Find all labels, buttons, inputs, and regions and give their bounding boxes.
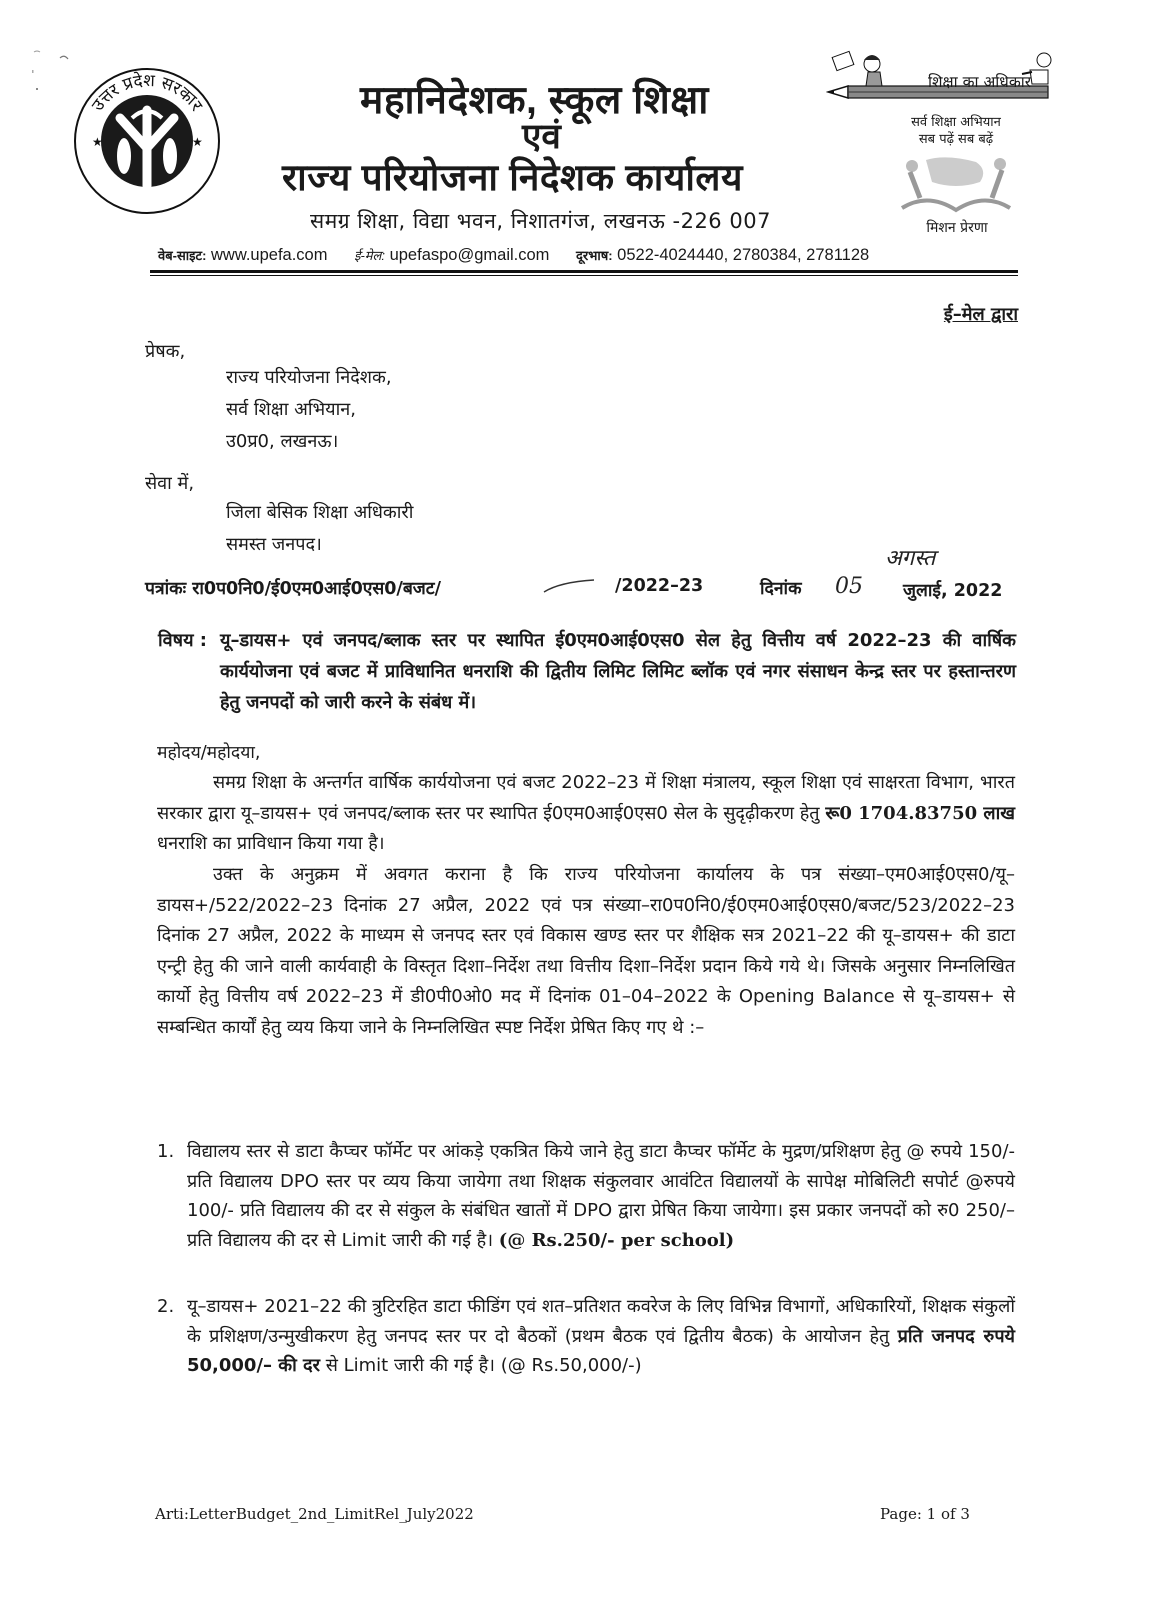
header-divider-thick <box>150 270 1018 273</box>
allocated-amount: रू0 1704.83750 लाख <box>825 802 1016 824</box>
footer-page-number: Page: 1 of 3 <box>880 1505 970 1523</box>
letterhead-title-line3: राज्य परियोजना निदेशक कार्यालय <box>282 157 743 198</box>
list-item <box>157 1137 1015 1255</box>
logo-program-name: सर्व शिक्षा अभियान <box>911 115 1001 130</box>
sender-line: राज्य परियोजना निदेशक, <box>226 367 392 388</box>
reference-label: पत्रांकः <box>145 579 187 599</box>
list-item-rate: (@ Rs.250/- per school) <box>498 1229 735 1251</box>
delivery-mode: ई–मेल द्वारा <box>943 304 1018 325</box>
email-label: ई-मेल: <box>354 248 385 263</box>
list-item-number: 2. <box>157 1296 175 1317</box>
sender-line: सर्व शिक्षा अभियान, <box>226 399 356 420</box>
letterhead-title-line2: एवं <box>522 117 561 156</box>
date-month-year: जुलाई, 2022 <box>903 581 1003 601</box>
svg-text:★: ★ <box>92 135 103 149</box>
paragraph-2-text: उक्त के अनुक्रम में अवगत कराना है कि राज्य परियोजना कार्यालय के पत्र संख्या–एम0आई0एस0/यू–डायस+/522/2022–23 दिनांक 27 अप्रैल, 2022 एवं पत्र संख्या–रा0प0नि0/ई0एम0आई0एस0/बजट/523/2022–23 दिनांक 27 अप्रैल, 2022 के माध्यम से जनपद स्तर एवं विकास खण्ड स्तर पर शैक्षिक सत्र 2021–22 की यू–डायस+ की डाटा एन्ट्री हेतु की जाने वाली कार्यवाही के विस्तृत दिशा–निर्देश तथा वित्तीय दिशा–निर्देश प्रदान किये गये थे। जिसके अनुसार निम्नलिखित कार्यो हेतु वित्तीय वर्ष 2022–23 में डी0पी0ओ0 मद में दिनांक 01–04–2022 के Opening Balance से यू–डायस+ से सम्बन्धित कार्यों हेतु व्यय किया जाने के निम्नलिखित स्पष्ट निर्देश प्रेषित किए गए थे :– <box>157 864 1015 1038</box>
subject-label: विषय : <box>158 630 207 651</box>
handwritten-day: 05 <box>835 574 863 599</box>
paragraph-1 <box>157 768 1015 860</box>
svg-text:★: ★ <box>192 135 203 149</box>
recipient-label: सेवा में, <box>145 473 195 494</box>
phone-numbers: 0522-4024440, 2780384, 2781128 <box>617 246 870 264</box>
list-item-text: यू–डायस+ 2021–22 की त्रुटिरहित डाटा फीडिंग एवं शत–प्रतिशत कवरेज के लिए विभिन्न विभागों, अधिकारियों, शिक्षक संकुलों के प्रशिक्षण/उन्मुखीकरण हेतु जनपद स्तर पर दो बैठकों (प्रथम बैठक एवं द्वितीय बैठक) के आयोजन हेतु <box>187 1296 1015 1347</box>
letterhead-address: समग्र शिक्षा, विद्या भवन, निशातगंज, लखनऊ -226 007 <box>310 209 771 233</box>
logo-program <box>901 114 1011 148</box>
email-link[interactable]: upefaspo@gmail.com <box>389 246 550 264</box>
paragraph-2 <box>157 860 1015 1043</box>
up-government-emblem-icon <box>72 66 222 216</box>
recipient-line: जिला बेसिक शिक्षा अधिकारी <box>226 502 414 523</box>
reference-number: रा0प0नि0/ई0एम0आई0एस0/बजट/ <box>192 579 442 599</box>
up-government-seal <box>72 66 222 216</box>
paragraph-1-text: समग्र शिक्षा के अन्तर्गत वार्षिक कार्ययोजना एवं बजट 2022–23 में शिक्षा मंत्रालय, स्कूल शिक्षा एवं साक्षरता विभाग, भारत सरकार द्वारा यू–डायस+ एवं जनपद/ब्लाक स्तर पर स्थापित ई0एम0आई0एस0 सेल के सुदृढ़ीकरण हेतु <box>157 772 1015 824</box>
salutation: महोदय/महोदया, <box>157 743 261 763</box>
footer-file-reference: Arti:LetterBudget_2nd_LimitRel_July2022 <box>155 1505 474 1523</box>
instruction-list <box>157 1137 1015 1255</box>
recipient-line: समस्त जनपद। <box>226 534 322 555</box>
handwritten-month-note: अगस्त <box>885 546 936 571</box>
logo-tagline: शिक्षा का अधिकार <box>928 73 1032 91</box>
instruction-list-continued <box>157 1292 1015 1381</box>
paragraph-1-tail: धनराशि का प्राविधान किया गया है। <box>157 833 385 854</box>
list-item-text: विद्यालय स्तर से डाटा कैप्चर फॉर्मेट पर आंकड़े एकत्रित किये जाने हेतु डाटा कैप्चर फॉर्मेट के मुद्रण/प्रशिक्षण हेतु @ रुपये 150/- प्रति विद्यालय DPO स्तर पर व्यय किया जायेगा तथा शिक्षक संकुलवार आवंटित विद्यालयों के सापेक्ष मोबिलिटी सपोर्ट @रुपये 100/- प्रति विद्यालय की दर से संकुल के संबंधित खातों में DPO द्वारा प्रेषित किया जायेगा। इस प्रकार जनपदों को रु0 250/– प्रति विद्यालय की दर से Limit जारी की गई है। <box>187 1141 1015 1251</box>
recipient-block <box>226 497 413 561</box>
website-link[interactable]: www.upefa.com <box>211 246 328 264</box>
ssa-logo-block <box>826 48 1056 238</box>
seal-text: उत्तर प्रदेश सरकार <box>87 70 207 116</box>
list-item-number: 1. <box>157 1141 175 1162</box>
logo-slogan: सब पढ़ें सब बढ़ें <box>918 132 994 147</box>
website-label: वेब-साइट: <box>158 248 207 263</box>
header-divider-thin <box>150 275 1018 276</box>
list-item <box>157 1292 1015 1381</box>
letterhead-title-line1: महानिदेशक, स्कूल शिक्षा <box>360 79 709 122</box>
reference-line <box>145 546 1015 601</box>
date-label: दिनांक <box>760 579 802 599</box>
list-item-rate: प्रति जनपद रुपये 50,000/– की दर <box>187 1325 1015 1376</box>
subject-text: यू–डायस+ एवं जनपद/ब्लाक स्तर पर स्थापित ई0एम0आई0एस0 सेल हेतु वित्तीय वर्ष 2022–23 की वार्षिक कार्ययोजना एवं बजट में प्राविधानित धनराशि की द्वितीय लिमिट लिमिट ब्लॉक एवं नगर संसाधन केन्द्र स्तर पर हस्तान्तरण हेतु जनपदों को जारी करने के संबंध में। <box>220 630 1016 713</box>
phone-label: दूरभाष: <box>576 248 613 263</box>
handwritten-dash-mark <box>540 578 600 596</box>
reference-year: /2022–23 <box>615 576 704 596</box>
logo-mission: मिशन प्रेरणा <box>926 220 988 236</box>
sender-block <box>226 362 392 458</box>
letterhead-contact <box>158 246 869 265</box>
mission-prerna-emblem-icon <box>896 152 1016 218</box>
sender-label: प्रेषक, <box>145 341 186 362</box>
list-item-tail: से Limit जारी की गई है। (@ Rs.50,000/-) <box>325 1355 642 1376</box>
sender-line: उ0प्र0, लखनऊ। <box>226 431 339 452</box>
